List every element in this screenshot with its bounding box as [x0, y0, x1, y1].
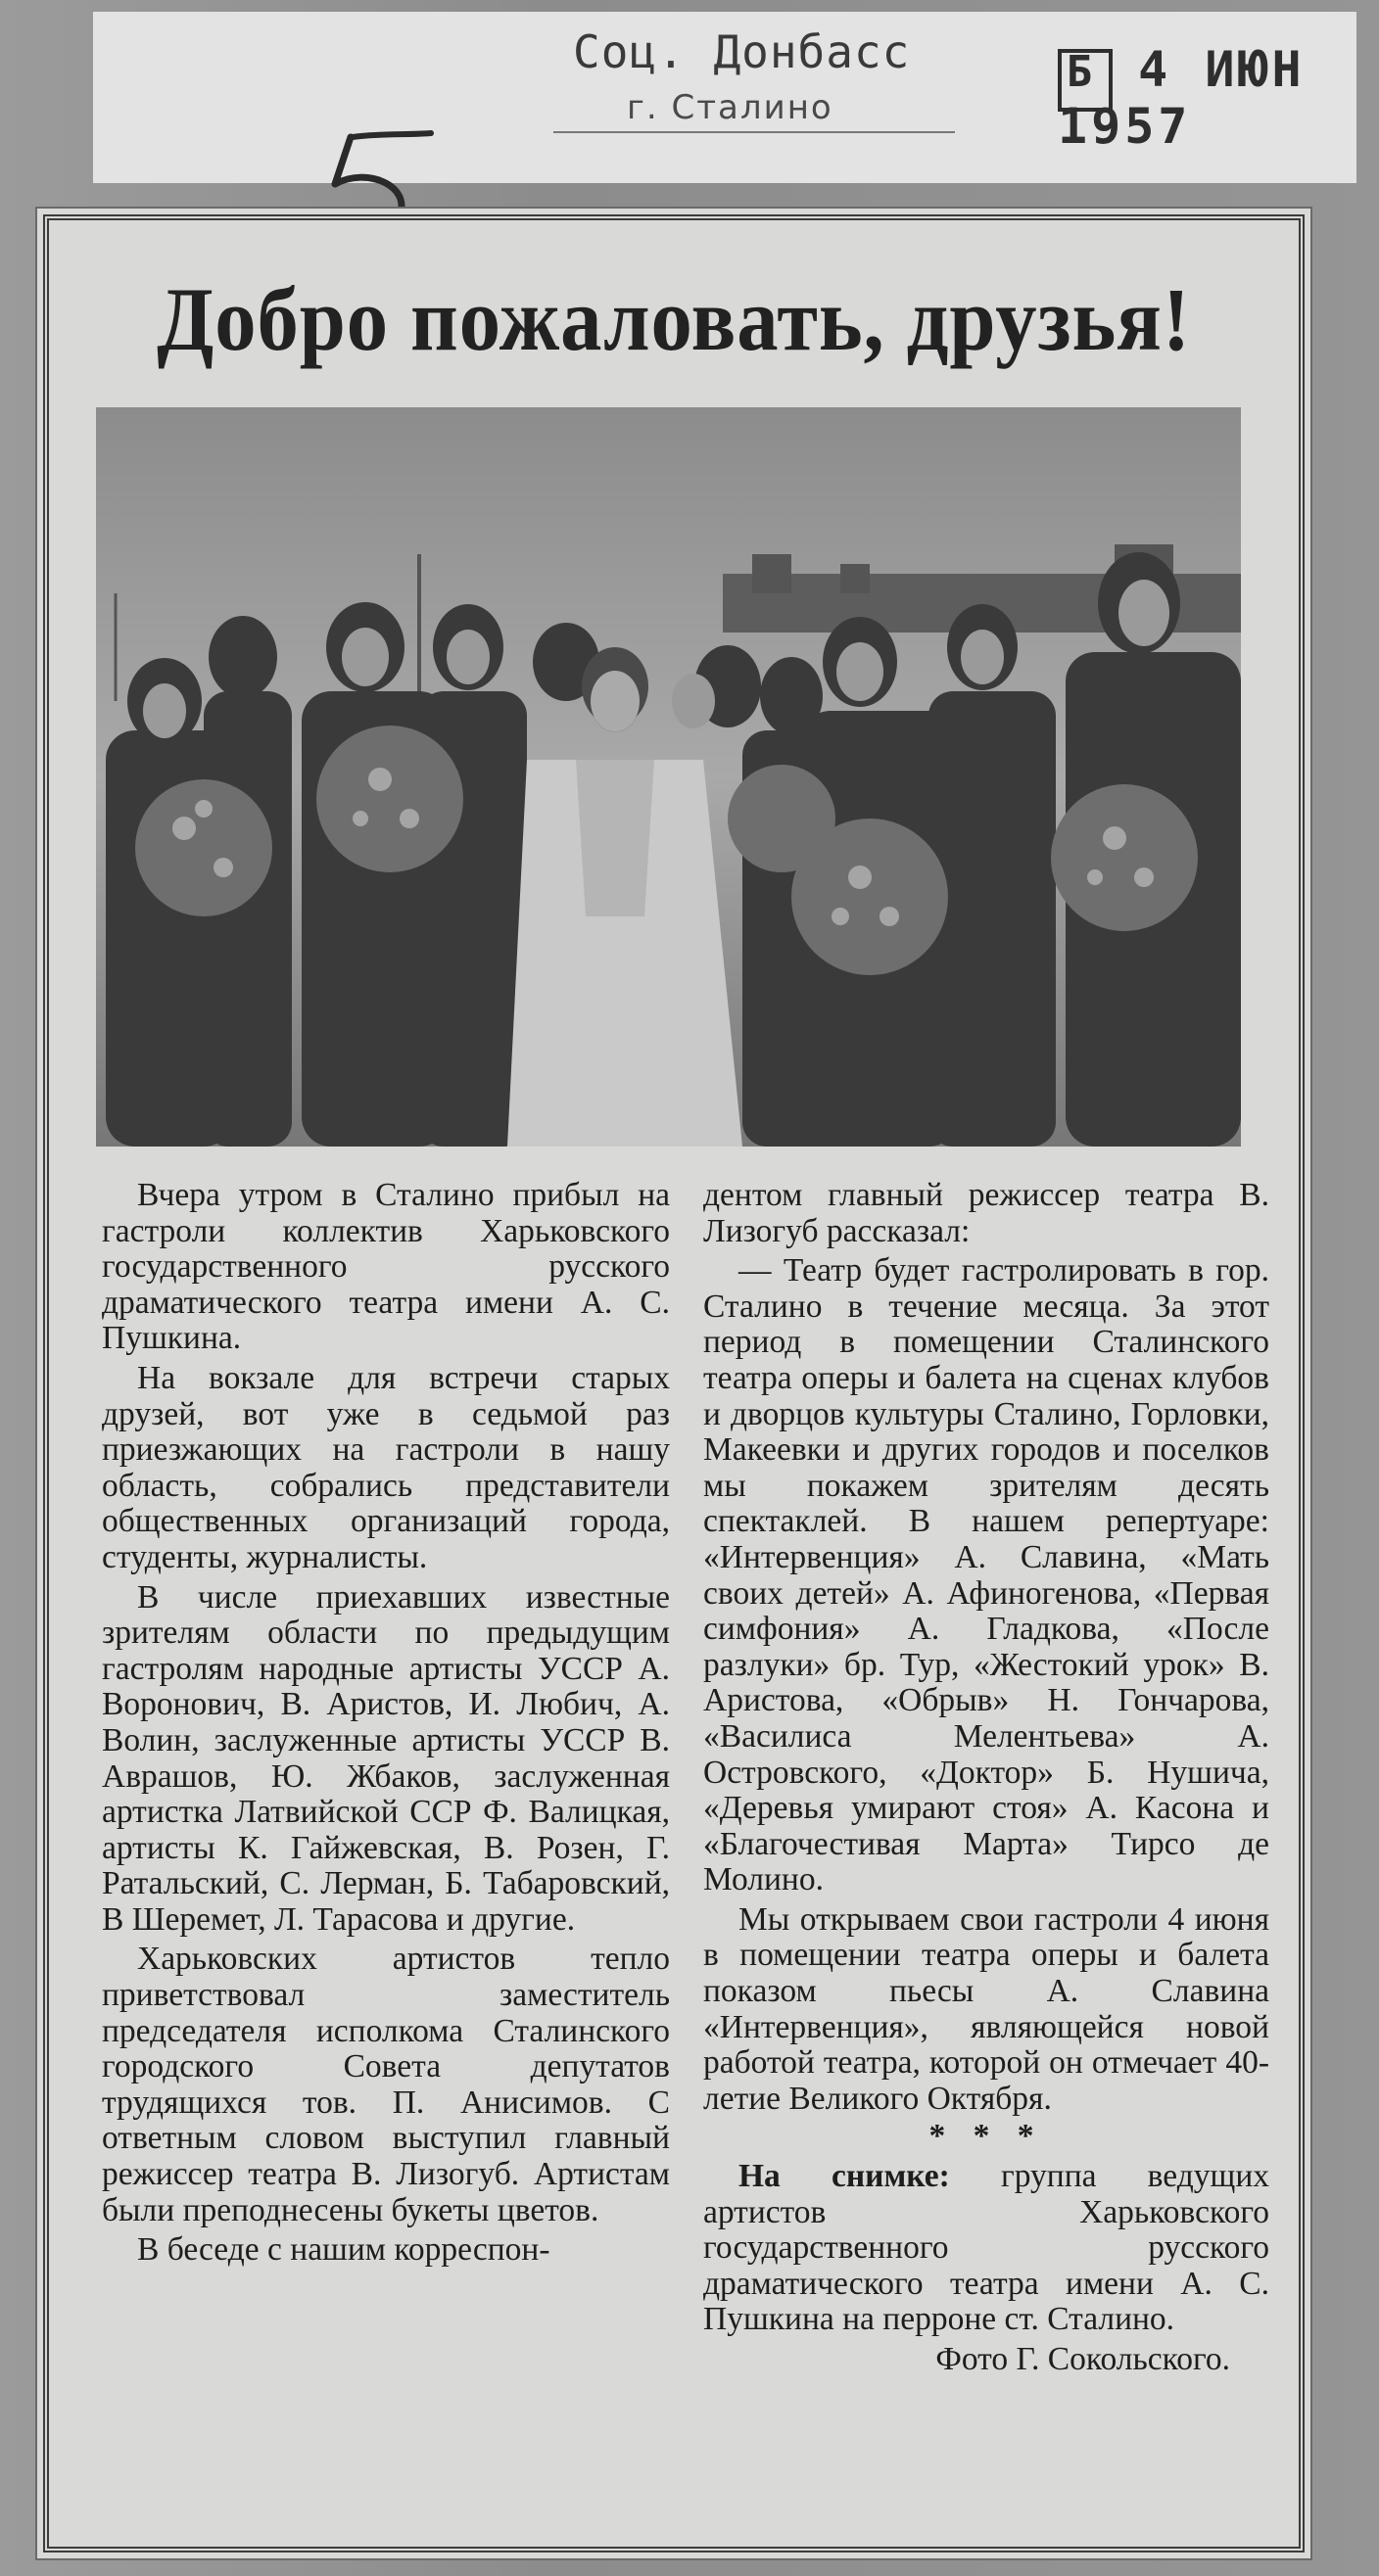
photo-caption-text: группа ведущих артистов Харьковского государственного русского драматического театра имени А. С. Пушкина на перроне ст. Сталино.: [703, 2158, 1269, 2338]
article-paragraph: В беседе с нашим корреспон-: [137, 2231, 550, 2269]
newspaper-clipping: [37, 209, 1310, 2558]
article-paragraph: — Театр будет гастролировать в гор. Сталино в течение месяца. За этот период в помещении Сталинского театра оперы и балета на сценах клубов и дворцов культуры Сталино, Горловки, Макеевки и других городов и поселков мы покажем зрителям десять спектаклей. В нашем репертуаре: «Интервенция» А. Славина, «Мать своих детей» А. Афиногенова, «Первая симфония» А. Гладкова, «После разлуки» бр. Тур, «Жестокий урок» В. Аристова, «Обрыв» Н. Гончарова, «Василиса Мелентьева» А. Островского, «Доктор» Б. Нушича, «Деревья умирают стоя» А. Касона и «Благочестивая Марта» Тирсо де Молино.: [703, 1252, 1269, 1898]
newspaper-city-stamp: г. Сталино: [627, 88, 833, 127]
article-paragraph: В числе приехавших известные зрителям области по предыдущим гастролям народные артисты УССР А. Воронович, В. Аристов, И. Любич, А. Волин, заслуженные артисты УССР В. Аврашов, Ю. Жбаков, заслуженная артистка Латвийской ССР Ф. Валицкая, артисты К. Гайжевская, В. Розен, Г. Ратальский, С. Лерман, Б. Табаровский, В Шеремет, Л. Тарасова и другие.: [102, 1578, 670, 1938]
article-paragraph: На вокзале для встречи старых друзей, вот уже в седьмой раз приезжающих на гастроли в нашу область, собрались представители общественных организаций города, студенты, журналисты.: [102, 1359, 670, 1575]
photo-caption: [703, 2159, 1269, 2338]
newspaper-source-stamp: Соц. Донбасс: [573, 25, 911, 78]
photo-credit: Фото Г. Сокольского.: [935, 2341, 1230, 2377]
group-photo: [96, 407, 1241, 1147]
article-paragraph: Вчера утром в Сталино прибыл на гастроли коллектив Харьковского государственного русского драматического театра имени А. С. Пушкина.: [102, 1177, 670, 1357]
date-stamp-prefix: Б: [1066, 47, 1097, 97]
stamp-divider: [553, 131, 955, 133]
article-paragraph: Мы открываем свои гастроли 4 июня в помещении театра оперы и балета показом пьесы А. Славина «Интервенция», являющейся новой работой театра, которой он отмечает 40-летие Великого Октября.: [703, 1900, 1269, 2117]
article-paragraph: дентом главный режиссер театра В. Лизогуб рассказал:: [703, 1177, 1269, 1249]
article-headline: Добро пожаловать, друзья!: [157, 269, 1191, 369]
group-photo-image: [96, 407, 1241, 1147]
article-column-left: [102, 1178, 670, 2269]
article-column-right: [703, 1178, 1269, 2378]
article-paragraph: Харьковских артистов тепло приветствовал заместитель председателя исполкома Сталинского городского Совета депутатов трудящихся тов. П. Анисимов. С ответным словом выступил главный режиссер театра В. Лизогуб. Артистам были преподнесены букеты цветов.: [102, 1941, 670, 2228]
section-separator: * * *: [928, 2118, 1044, 2155]
date-stamp-value: 4 ИЮН 1957: [1058, 41, 1306, 155]
photo-caption-label: На снимке:: [738, 2158, 950, 2195]
date-stamp: [1058, 41, 1356, 155]
